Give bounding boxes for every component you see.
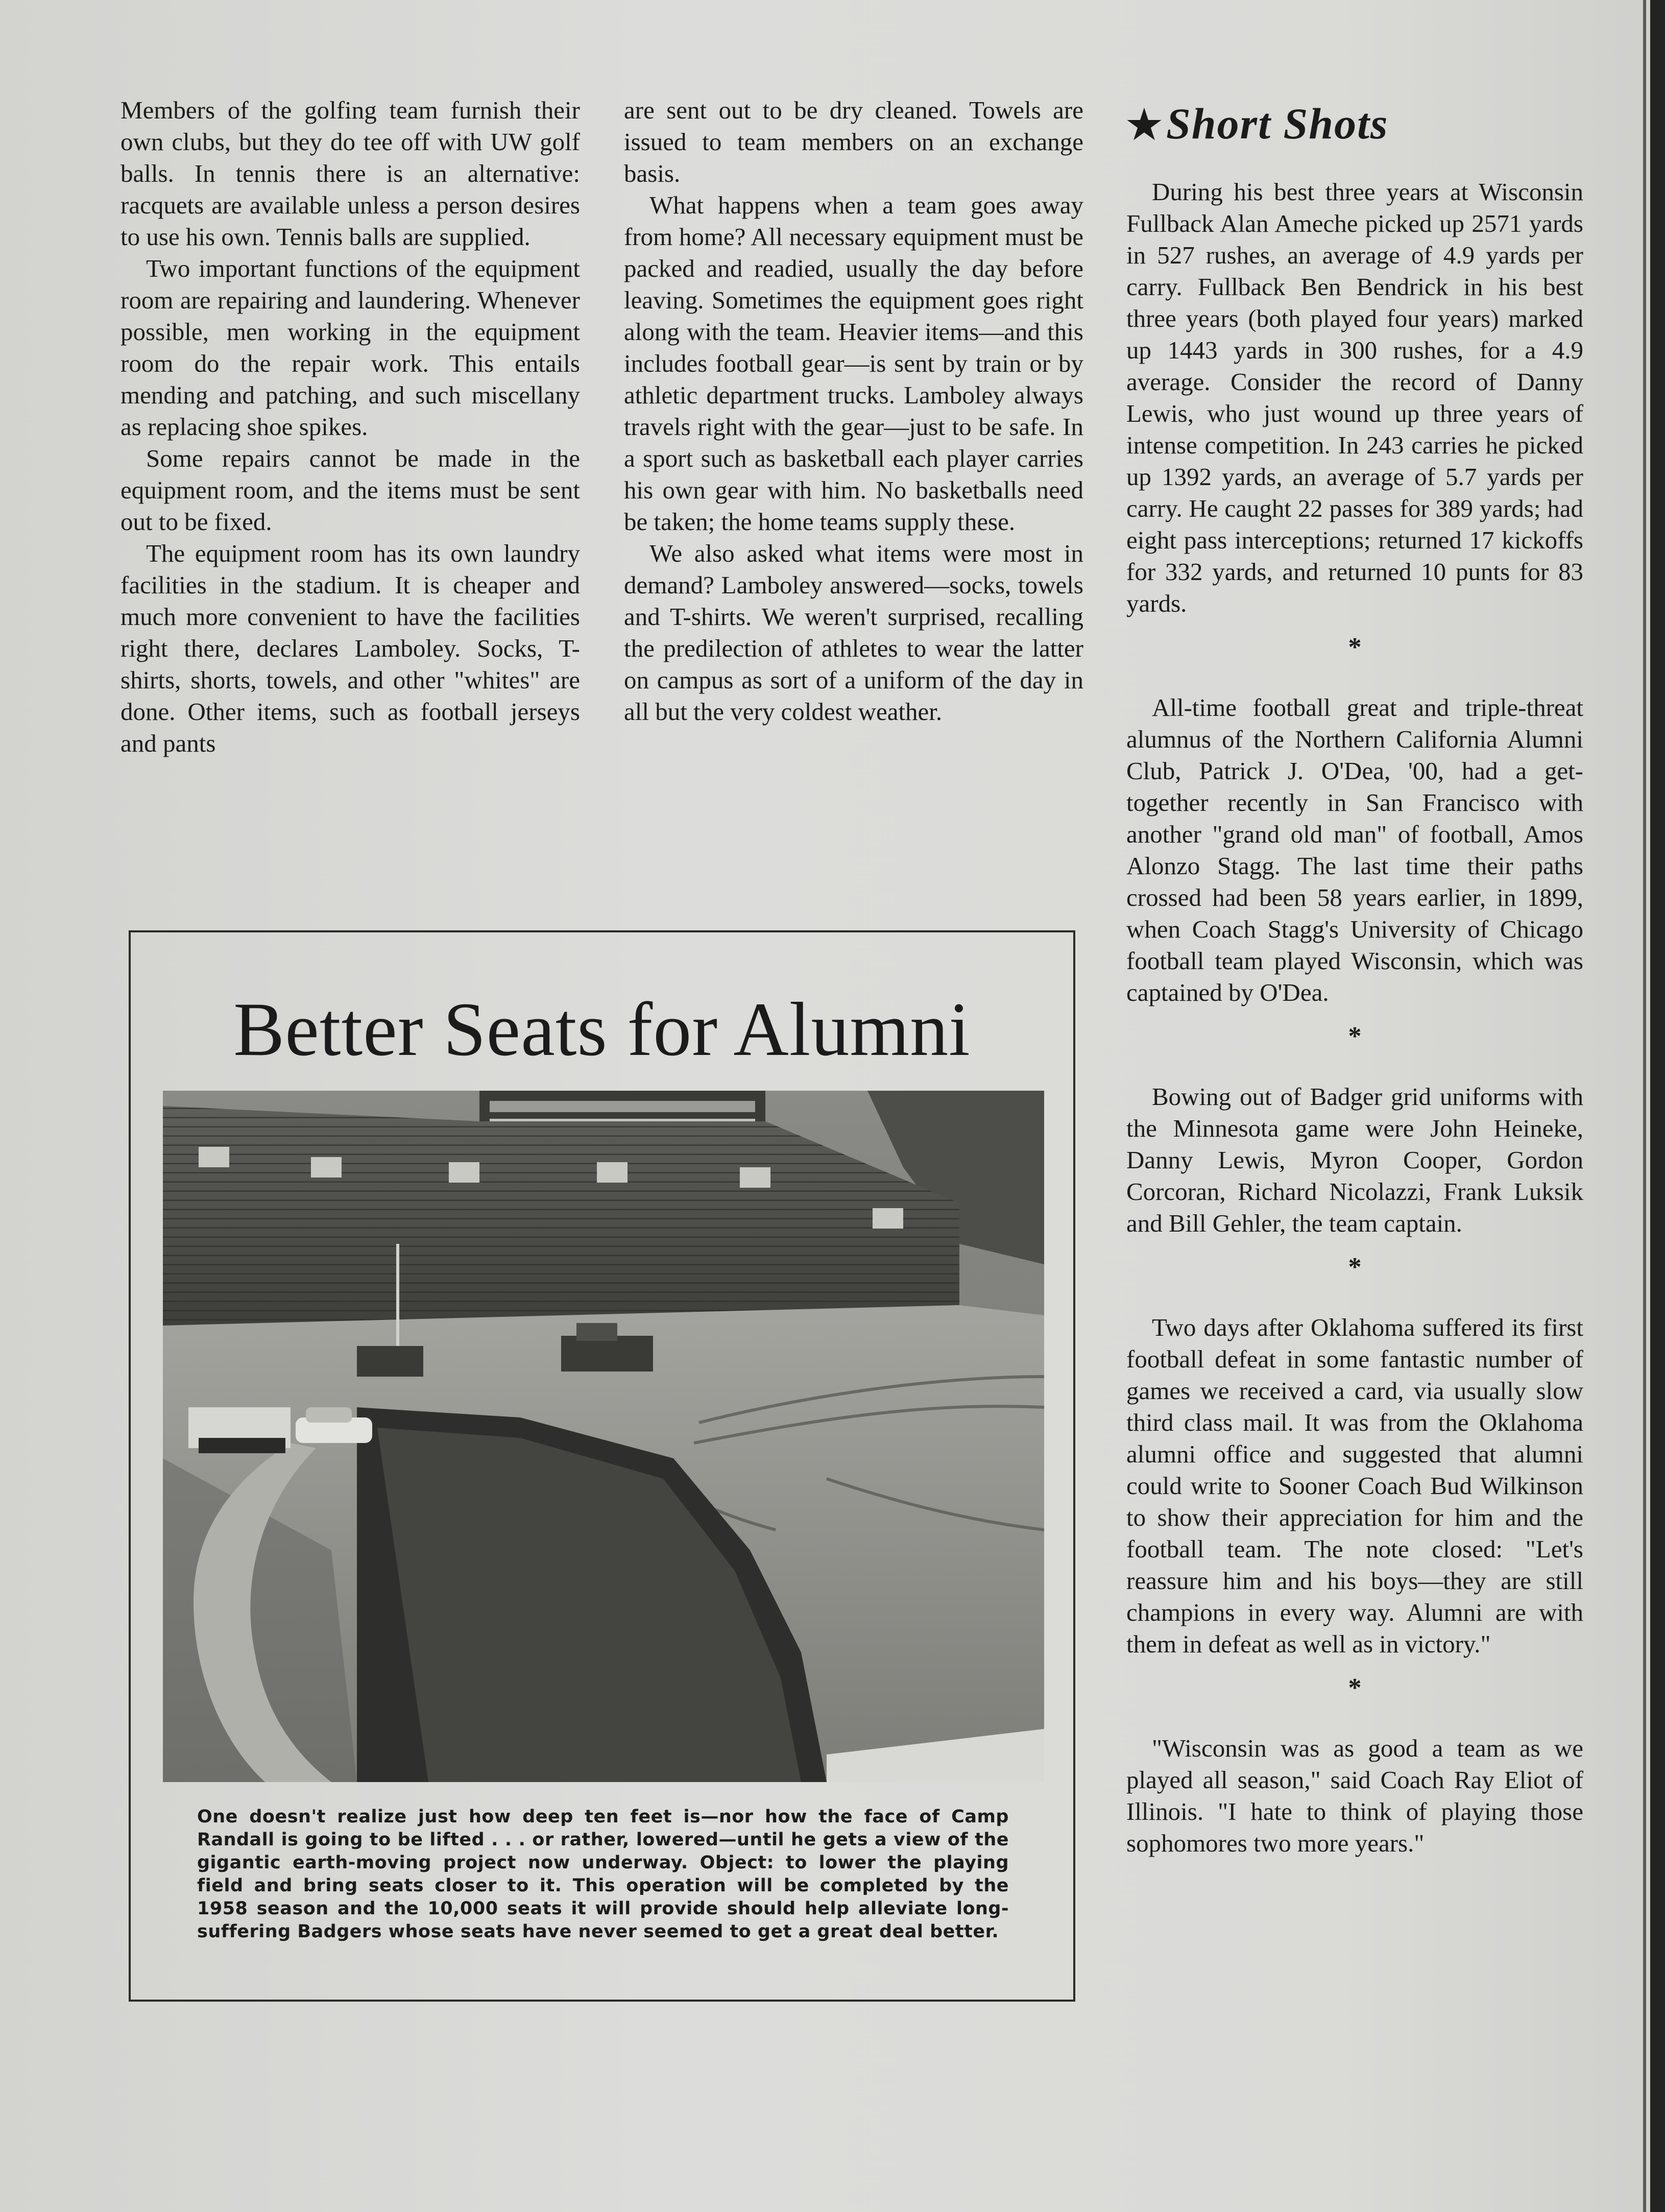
col2-paragraph-2: What happens when a team goes away from home? All necessary equipment must be packed and readied, usually the day before leaving. Sometimes the equipment goes right along with the team. Heavier items—and this includes football gear—is sent by train or by athletic department trucks. Lamboley always travels right with the gear—just to be safe. In a sport such as basketball each player carries his own gear with him. No basketballs need be taken; the home teams supply these. (624, 191, 1083, 536)
feature-title: Better Seats for Alumni (233, 987, 971, 1072)
col2-paragraph-3: We also asked what items were most in demand? Lamboley answered—socks, towels and T-shirts. We weren't surprised, recalling the predilection of athletes to wear the latter on campus as sort of a uniform of the day in all but the very coldest weather. (624, 539, 1083, 726)
section-divider: * (1348, 633, 1362, 662)
stadium-photo-illustration (163, 1091, 1044, 1782)
feature-box (129, 930, 1075, 2002)
page-binding-edge (1650, 0, 1665, 2212)
short-shots-column (1126, 176, 1583, 1859)
short-shots-item: All-time football great and triple-threat alumnus of the Northern California Alumni Club, Patrick J. O'Dea, '00, had a get-together recently in San Francisco with another "grand old man" of football, Amos Alonzo Stagg. The last time their paths crossed had been 58 years earlier, in 1899, when Coach Stagg's University of Chicago football team played Wisconsin, which was captained by O'Dea. (1126, 693, 1583, 1006)
article-column-1 (120, 94, 580, 759)
col1-paragraph-1: Members of the golfing team furnish their own clubs, but they do tee off with UW golf balls. In tennis there is an alternative: racquets are available unless a person desires to use his own. Tennis balls are supplied. (120, 96, 580, 251)
section-divider: * (1348, 1022, 1362, 1051)
section-divider: * (1348, 1253, 1362, 1282)
short-shots-item: "Wisconsin was as good a team as we played all season," said Coach Ray Eliot of Illinois. "I hate to think of playing those sophomores two more years." (1126, 1734, 1583, 1857)
stadium-construction-photo (163, 1091, 1044, 1782)
short-shots-item: Bowing out of Badger grid uniforms with the Minnesota game were John Heineke, Danny Lewis, Myron Cooper, Gordon Corcoran, Richard Nicolazzi, Frank Luksik and Bill Gehler, the team captain. (1126, 1083, 1583, 1237)
short-shots-item: Two days after Oklahoma suffered its first football defeat in some fantastic number of games we received a card, via usually slow third class mail. It was from the Oklahoma alumni office and suggested that alumni could write to Sooner Coach Bud Wilkinson to show their appreciation for him and the football team. The note closed: "Let's reassure him and his boys—they are still champions in every way. Alumni are with them in defeat as well as in victory." (1126, 1313, 1583, 1658)
col1-paragraph-2: Two important functions of the equipment room are repairing and laundering. Whenever possible, men working in the equipment room do the repair work. This entails mending and patching, and such miscellany as replacing shoe spikes. (120, 254, 580, 441)
article-column-2 (624, 94, 1083, 728)
col2-paragraph-1: are sent out to be dry cleaned. Towels are issued to team members on an exchange basis. (624, 96, 1083, 187)
bulldozer-left (188, 1407, 291, 1453)
section-divider: * (1348, 1673, 1362, 1702)
col1-paragraph-4: The equipment room has its own laundry facilities in the stadium. It is cheaper and much more convenient to have the facilities right there, declares Lamboley. Socks, T-shirts, shorts, towels, and other "whites" are done. Other items, such as football jerseys and pants (120, 539, 580, 757)
photo-caption: One doesn't realize just how deep ten feet is—nor how the face of Camp Randall is going to be lifted . . . or rather, lowered—until he gets a view of the gigantic earth-moving project now underway. Object: to lower the playing field and bring seats closer to it. This operation will be completed by the 1958 season and the 10,000 seats it will provide should help alleviate long-suffering Badgers whose seats have never seemed to get a great deal better. (197, 1807, 1009, 1942)
short-shots-title-text: Short Shots (1166, 99, 1389, 148)
page-binding-line (1643, 0, 1646, 2212)
star-icon: ★ (1126, 103, 1163, 147)
short-shots-item: During his best three years at Wisconsin Fullback Alan Ameche picked up 2571 yards in 527 rushes, an average of 4.9 yards per carry. Fullback Ben Bendrick in his best three years (both played four years) marked up 1443 yards in 300 rushes, for a 4.9 average. Consider the record of Danny Lewis, who just wound up three years of intense competition. In 243 carries he picked up 1392 yards, an average of 5.7 yards per carry. He caught 22 passes for 389 yards; had eight pass interceptions; returned 17 kickoffs for 332 yards, and returned 10 punts for 83 yards. (1126, 178, 1583, 617)
short-shots-heading (1126, 98, 1586, 151)
col1-paragraph-3: Some repairs cannot be made in the equipment room, and the items must be sent out to be fixed. (120, 444, 580, 536)
tractor-left (357, 1346, 423, 1377)
